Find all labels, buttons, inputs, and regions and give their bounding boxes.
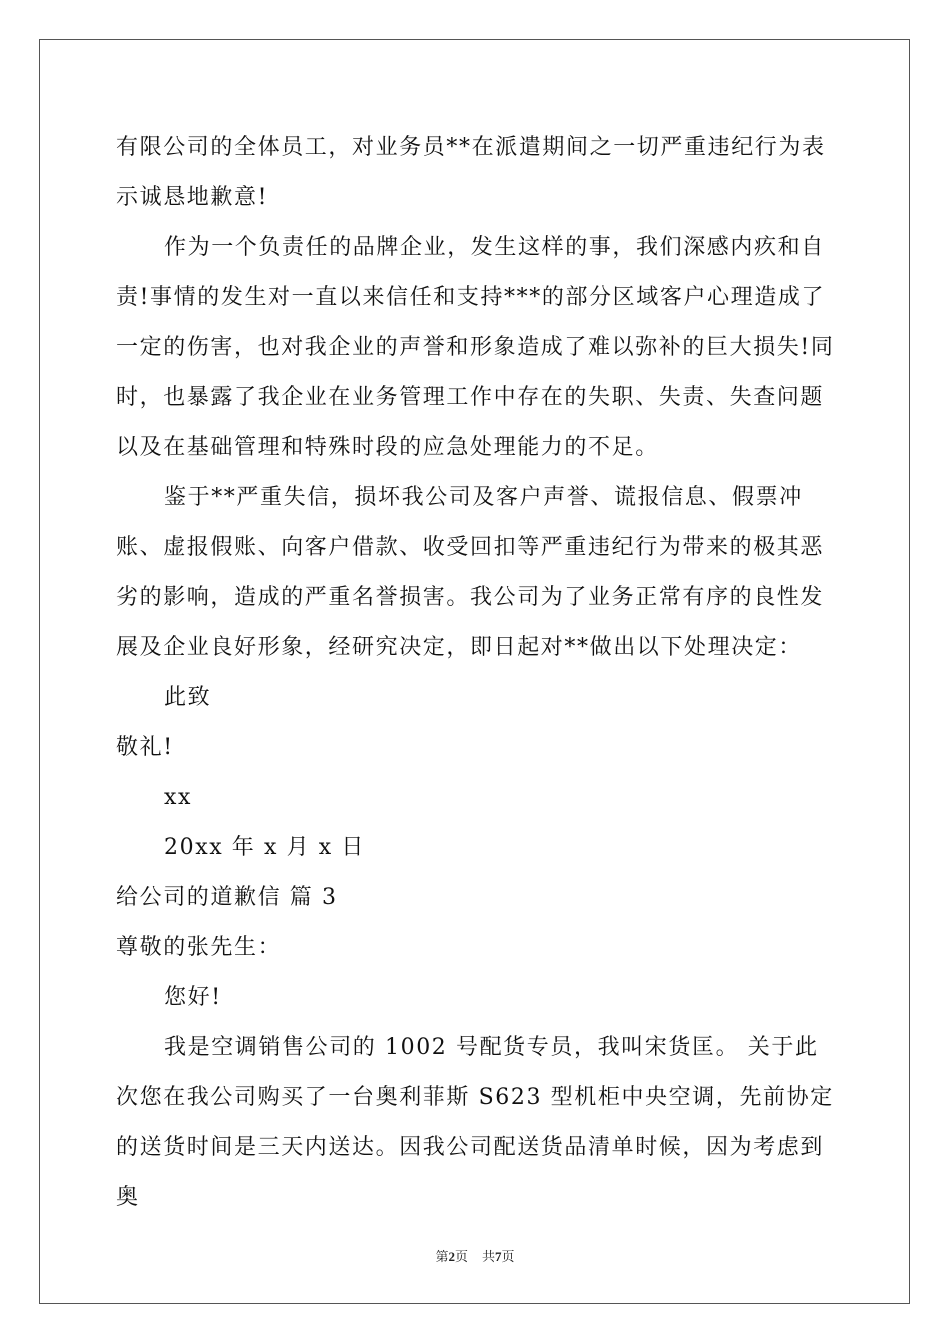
paragraph-body: 我是空调销售公司的 1002 号配货专员，我叫宋货匡。 关于此次您在我公司购买了一台奥利菲斯 S623 型机柜中央空调，先前协定的送货时间是三天内送达。因我公司配送货品清单时候，因为考虑到奥	[116, 1035, 834, 1210]
footer-total-prefix: 共	[482, 1249, 496, 1264]
paragraph-1: 有限公司的全体员工，对业务员**在派遣期间之一切严重违纪行为表示诚恳地歉意!	[116, 135, 826, 210]
paragraph-3: 鉴于**严重失信，损坏我公司及客户声誉、谎报信息、假票冲账、虚报假账、向客户借款、收受回扣等严重违纪行为带来的极其恶劣的影响，造成的严重名誉损害。我公司为了业务正常有序的良性发展及企业良好形象，经研究决定，即日起对**做出以下处理决定：	[116, 485, 825, 660]
footer-page-total: 7	[495, 1249, 502, 1264]
footer-total-suffix: 页	[501, 1249, 515, 1264]
document-body	[116, 123, 836, 1223]
letter-hello: 您好!	[164, 985, 222, 1010]
closing-regards: 敬礼!	[116, 735, 174, 760]
signature-date: 20xx 年 x 月 x 日	[164, 835, 365, 860]
letter-greeting: 尊敬的张先生：	[116, 935, 282, 960]
footer-page-current: 2	[448, 1249, 455, 1264]
page-footer	[0, 1246, 950, 1265]
footer-page-prefix: 第	[435, 1249, 449, 1264]
closing-salutation: 此致	[164, 685, 212, 710]
section-heading: 给公司的道歉信 篇 3	[116, 885, 338, 910]
footer-page-mid: 页	[454, 1249, 468, 1264]
signature-name: xx	[164, 785, 193, 810]
paragraph-2: 作为一个负责任的品牌企业，发生这样的事，我们深感内疚和自责!事情的发生对一直以来信任和支持***的部分区域客户心理造成了一定的伤害，也对我企业的声誉和形象造成了难以弥补的巨大损失!同时，也暴露了我企业在业务管理工作中存在的失职、失责、失查问题以及在基础管理和特殊时段的应急处理能力的不足。	[116, 235, 835, 460]
